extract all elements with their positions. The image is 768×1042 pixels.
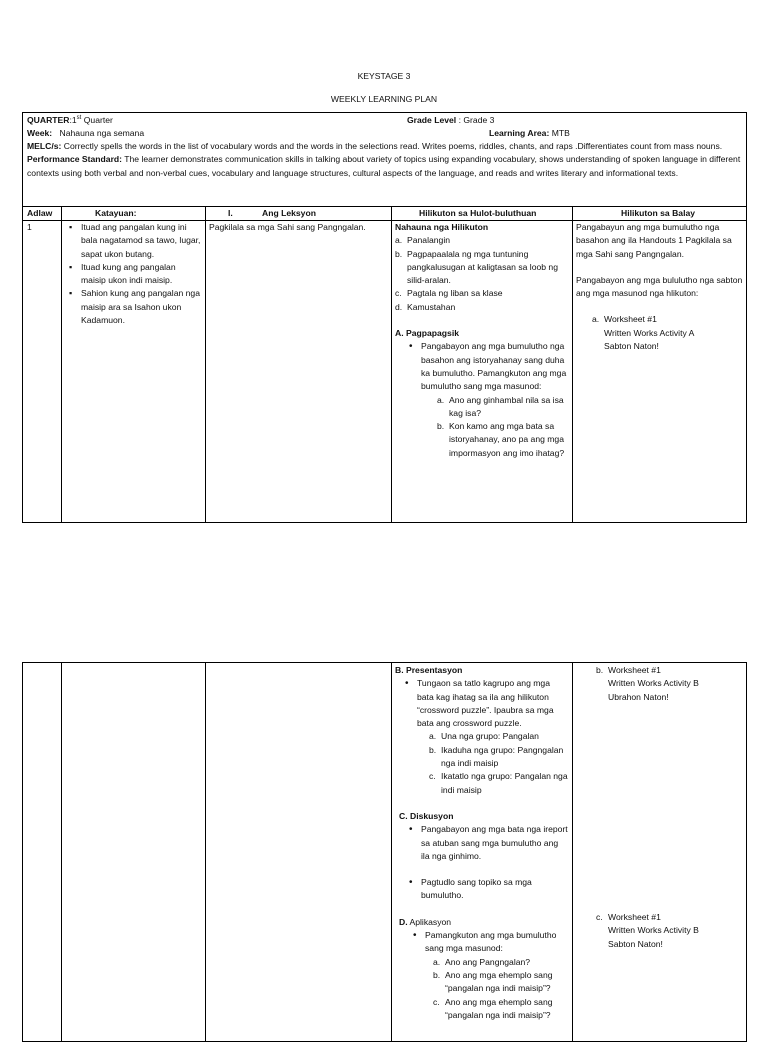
worksheet-a bbox=[576, 313, 744, 353]
grade-label: Grade Level bbox=[407, 115, 457, 125]
worksheet-line: Written Works Activity B bbox=[608, 678, 699, 689]
worksheet-b bbox=[596, 664, 746, 704]
group-mark: b. bbox=[429, 744, 437, 755]
col-divider-2 bbox=[205, 206, 206, 522]
worksheet-line: Ubrahon Naton! bbox=[608, 691, 669, 702]
leksyon-cell: Pagkilala sa mga Sahi sang Pangngalan. bbox=[209, 222, 366, 232]
group-text: Una nga grupo: Pangalan bbox=[441, 731, 539, 742]
col-header-adlaw: Adlaw bbox=[27, 208, 53, 218]
step-item bbox=[395, 301, 569, 314]
step-mark: d. bbox=[395, 301, 403, 312]
question-mark: b. bbox=[433, 969, 441, 980]
group-text: Ikatatlo nga grupo: Pangalan nga indi maisip bbox=[441, 771, 568, 795]
worksheet-line: Sabton Naton! bbox=[608, 938, 663, 949]
worksheet-line: Written Works Activity B bbox=[608, 925, 699, 936]
day-number: 1 bbox=[27, 222, 32, 232]
group-item bbox=[429, 730, 569, 743]
section-c-heading: C. Diskusyon bbox=[399, 810, 454, 821]
plan-table-page2 bbox=[22, 662, 747, 1042]
col-divider-3 bbox=[391, 206, 392, 522]
worksheet-mark: c. bbox=[596, 912, 603, 922]
step-mark: a. bbox=[395, 235, 403, 246]
balay-paragraph-1: Pangabayun ang mga bumulutho nga basahon ang ila Handouts 1 Pagkilala sa mga Sahi sang Pangngalan. bbox=[576, 222, 732, 259]
col-header-leksyon: Ang Leksyon bbox=[262, 208, 316, 218]
step-text: Kamustahan bbox=[407, 301, 456, 312]
katayuan-item: ▪ Ituad ang pangalan kung ini bala nagatamod sa tawo, lugar, sapat ukon butang. bbox=[81, 221, 202, 261]
week-row bbox=[27, 127, 743, 140]
question-text: Ano ang Pangngalan? bbox=[445, 956, 531, 967]
col-divider-2 bbox=[205, 663, 206, 1041]
col-divider-3 bbox=[391, 663, 392, 1041]
step-item bbox=[395, 248, 569, 288]
quarter-row bbox=[27, 114, 743, 127]
quarter-sup: st bbox=[76, 115, 82, 122]
col-divider-1 bbox=[61, 663, 62, 1041]
step-mark: b. bbox=[395, 248, 403, 259]
col-header-katayuan: Katayuan: bbox=[95, 208, 137, 218]
quarter-label: QUARTER bbox=[27, 115, 70, 125]
section-a-heading: A. Pagpapagsik bbox=[395, 328, 459, 339]
question-mark: a. bbox=[437, 394, 445, 405]
question-mark: a. bbox=[433, 956, 441, 967]
presentasyon-bullet: • Tungaon sa tatlo kagrupo ang mga bata kag ihatag sa ila ang hilikuton “crossword puzzle”. Ipaubra sa mga bata ang crossword puzzle. bbox=[417, 677, 569, 730]
hulot-cell bbox=[395, 221, 569, 460]
diskusyon-bullet: • Pangabayon ang mga bata nga ireport sa atuban sang mga bumulutho ang ila nga ginhimo. bbox=[421, 823, 569, 863]
hulot-heading: Nahauna nga Hilikuton bbox=[395, 222, 489, 232]
question-item bbox=[437, 420, 569, 460]
col-header-leksyon-num: I. bbox=[228, 208, 233, 218]
week-label: Week: bbox=[27, 128, 53, 138]
group-item bbox=[429, 770, 569, 797]
melc bbox=[27, 140, 743, 153]
col-divider-1 bbox=[61, 206, 62, 522]
group-mark: c. bbox=[429, 771, 436, 782]
grade-level bbox=[407, 114, 494, 127]
worksheet-mark: a. bbox=[592, 314, 600, 325]
question-text: Ano ang ginhambal nila sa isa kag isa? bbox=[449, 394, 564, 418]
worksheet-line: Sabton Naton! bbox=[604, 341, 659, 352]
group-text: Ikaduha nga grupo: Pangngalan nga indi maisip bbox=[441, 744, 564, 769]
group-mark: a. bbox=[429, 731, 437, 742]
quarter-value: Quarter bbox=[81, 115, 113, 125]
section-d-title: Aplikasyon bbox=[407, 916, 452, 927]
week-value: Nahauna nga semana bbox=[59, 128, 145, 138]
balay-cell bbox=[576, 221, 744, 353]
balay-paragraph-2: Pangabayon ang mga bululutho nga sabton ang mga masunod nga hlikuton: bbox=[576, 274, 743, 299]
section-d-mark: D. bbox=[399, 916, 408, 927]
col-header-balay: Hilikuton sa Balay bbox=[621, 208, 696, 218]
area-label: Learning Area: bbox=[489, 128, 550, 138]
worksheet-title: Worksheet #1 bbox=[608, 665, 661, 675]
aplikasyon-question bbox=[433, 996, 569, 1023]
group-item bbox=[429, 744, 569, 771]
perf-label: Performance Standard: bbox=[27, 154, 123, 165]
plan-table-page1 bbox=[22, 112, 747, 523]
section-b-heading: B. Presentasyon bbox=[395, 665, 463, 675]
question-text: Ano ang mga ehemplo sang “pangalan nga indi maisip”? bbox=[445, 996, 553, 1020]
worksheet-line: Written Works Activity A bbox=[604, 327, 695, 338]
step-text: Panalangin bbox=[407, 235, 451, 246]
step-text: Pagtala ng liban sa klase bbox=[407, 288, 503, 299]
worksheet-b-title bbox=[596, 664, 746, 677]
worksheet-title: Worksheet #1 bbox=[608, 912, 661, 922]
aplikasyon-question bbox=[433, 969, 569, 996]
section-d-heading bbox=[395, 916, 569, 929]
question-item bbox=[437, 394, 569, 421]
header-info bbox=[27, 114, 743, 180]
hulot-cell-continued bbox=[395, 664, 569, 1022]
step-item bbox=[395, 234, 569, 247]
melc-label: MELC/s: bbox=[27, 141, 62, 151]
diskusyon-bullet: • Pagtudlo sang topiko sa mga bumulutho. bbox=[421, 876, 569, 903]
performance-standard bbox=[27, 153, 743, 180]
col-divider-4 bbox=[572, 663, 573, 1041]
area-value: MTB bbox=[549, 128, 570, 138]
pagpapagsik-bullet: • Pangabayon ang mga bumulutho nga basahon ang istoryahanay sang duha ka bumulutho. Pamangkuton ang mga bumulutho sang mga masunod: bbox=[421, 340, 569, 393]
question-mark: c. bbox=[433, 996, 440, 1007]
step-mark: c. bbox=[395, 288, 402, 299]
step-item bbox=[395, 287, 569, 300]
katayuan-cell bbox=[66, 221, 202, 327]
question-text: Ano ang mga ehemplo sang “pangalan nga indi maisip”? bbox=[445, 969, 553, 994]
question-text: Kon kamo ang mga bata sa istoryahanay, ano pa ang mga impormasyon ang imo ihatag? bbox=[449, 421, 565, 458]
document-title: KEYSTAGE 3 bbox=[357, 71, 411, 81]
aplikasyon-bullet: • Pamangkuton ang mga bumulutho sang mga masunod: bbox=[425, 929, 569, 956]
col-divider-4 bbox=[572, 206, 573, 522]
melc-text: Correctly spells the words in the list of vocabulary words and the words in the selections read. Writes poems, riddles, chants, and raps .Differentiates count from mass nouns. bbox=[61, 141, 723, 151]
quarter-prefix: :1 bbox=[69, 115, 77, 125]
worksheet-c-title bbox=[596, 911, 746, 924]
learning-area bbox=[489, 127, 570, 140]
grade-value: : Grade 3 bbox=[456, 115, 495, 125]
aplikasyon-question bbox=[433, 956, 569, 969]
step-text: Pagpapaalala ng mga tuntuning pangkalusugan at kaligtasan sa loob ng silid-aralan. bbox=[407, 248, 558, 286]
worksheet-a-title bbox=[592, 313, 744, 326]
question-mark: b. bbox=[437, 421, 445, 432]
katayuan-item: ▪ Ituad kung ang pangalan maisip ukon indi maisip. bbox=[81, 261, 202, 288]
col-header-hulot: Hilikuton sa Hulot-buluthuan bbox=[419, 208, 537, 218]
perf-text: The learner demonstrates communication skills in talking about variety of topics using expanding vocabulary, shows understanding of spoken language in different contexts using both verbal and non-verbal cues, vocabulary and language structures, cultural aspects of the language, and reads and writes literary and informational texts. bbox=[27, 154, 741, 178]
worksheet-c bbox=[596, 911, 746, 951]
document-subtitle: WEEKLY LEARNING PLAN bbox=[330, 94, 438, 104]
katayuan-item: ▪ Sahion kung ang pangalan nga maisip ara sa Isahon ukon Kadamuon. bbox=[81, 287, 202, 327]
worksheet-mark: b. bbox=[596, 665, 604, 675]
worksheet-title: Worksheet #1 bbox=[604, 314, 657, 325]
